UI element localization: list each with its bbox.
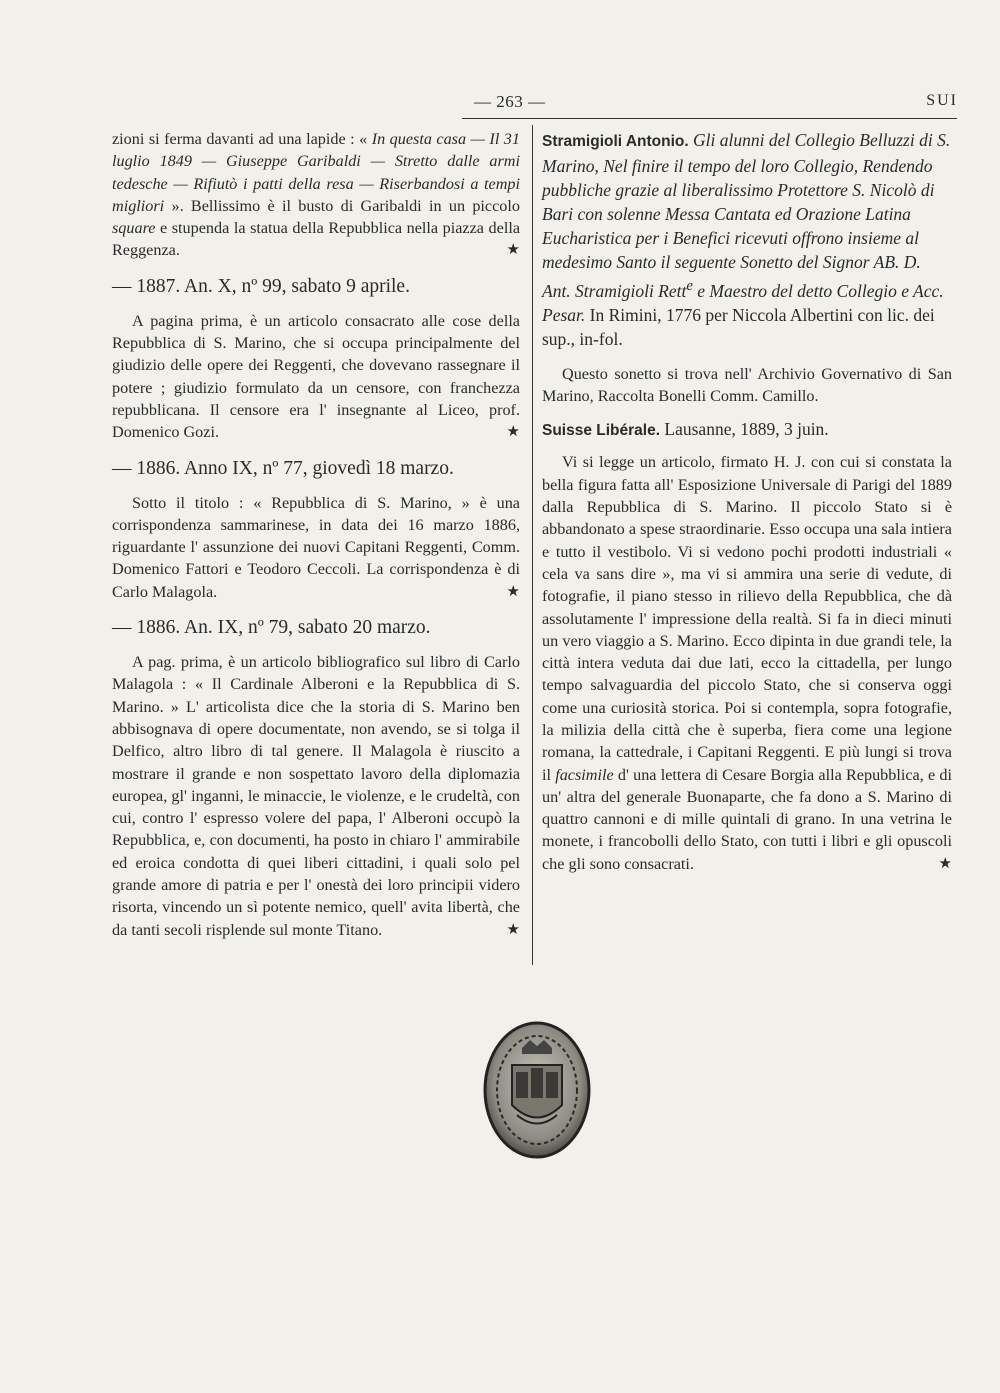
star-icon: ★ [506, 424, 520, 441]
running-head: SUI [926, 92, 958, 109]
right-paragraph-2: Vi si legge un articolo, firmato H. J. con cui si constata la bella figura fatta all' Esposizione Universale di Parigi del 1889 dalla Repubblica di S. Marino. Il piccolo Stato si è abbandonato a spese straordinarie. Esso occupa una sala intiera e tutto il vestibolo. Vi si vedono pochi prodotti industriali « cela va sans dire », ma vi si ammira una serie di vedute, di fotografie, il piano stesso in rilievo della Repubblica, che dà assolutamente l' impressione della realtà. Si fa in dieci minuti un vero viaggio a S. Marino. Ecco dipinta in due grandi tele, la città intera veduta dai due lati, ecco la cittadella, per lungo tempo salvaguardia del piccolo Stato, che si conserva oggi come una curiosità storica. Poi si contempla, sopra fotografie, la milizia della città che è superba, fiera come una legione romana, la cattedrale, i Capitani Reggenti. E più lungi si trova il facsimile d' una lettera di Cesare Borgia alla Repubblica, e di un' altra del generale Buonaparte, che fa dono a S. Marino di quattro cannoni e di mille quintali di grano. In una vetrina le monete, i francobolli dello Stato, con tutti i libri e gli opuscoli che gli sono consacrati. ★ [542, 453, 952, 873]
star-icon: ★ [506, 583, 520, 600]
oval-heraldic-seal-icon [482, 1020, 592, 1160]
header-rule [462, 118, 957, 119]
right-column [542, 128, 952, 875]
right-paragraph-1: Questo sonetto si trova nell' Archivio Governativo di San Marino, Raccolta Bonelli Comm. Camillo. [542, 364, 952, 406]
entry-heading-1886-77: — 1886. Anno IX, nº 77, giovedì 18 marzo. [112, 457, 454, 479]
star-icon: ★ [506, 921, 520, 938]
star-icon: ★ [938, 855, 952, 872]
entry-heading-1887: — 1887. An. X, nº 99, sabato 9 aprile. [112, 275, 410, 297]
column-divider [532, 125, 533, 965]
left-column [112, 128, 520, 941]
left-paragraph-1: zioni si ferma davanti ad una lapide : « In questa casa — Il 31 luglio 1849 — Giuseppe Garibaldi — Stretto dalle armi tedesche — Rifiutò i patti della resa — Riserbandosi a tempi migliori ». Bellissimo è il busto di Garibaldi in un piccolo square e stupenda la statua della Repubblica nella piazza della Reggenza. ★ [112, 130, 520, 260]
entry-suisse-liberale: Suisse Libérale. Lausanne, 1889, 3 juin. [542, 419, 829, 440]
page-number: — 263 — [474, 92, 546, 111]
entry-stramigioli: Stramigioli Antonio. Gli alunni del Collegio Belluzzi di S. Marino, Nel finire il tempo del loro Collegio, Rendendo pubbliche grazie al liberalissimo Protettore S. Nicolò di Bari con solenne Messa Cantata ed Orazione Latina Eucharistica per i Benefici ricevuti offrono insieme al medesimo Santo il seguente Sonetto del Signor AB. D. Ant. Stramigioli Rett$^e$ e Maestro del detto Collegio e Acc. Pesar. In Rimini, 1776 per Niccola Albertini con lic. dei sup., in-fol. [542, 130, 951, 349]
left-paragraph-3: Sotto il titolo : « Repubblica di S. Marino, » è una corrispondenza sammarinese, in data dei 16 marzo 1886, riguardante l' assunzione dei nuovi Capitani Reggenti, Comm. Domenico Fattori e Teodoro Ceccoli. La corrispondenza è di Carlo Malagola. ★ [112, 493, 520, 601]
left-paragraph-4: A pag. prima, è un articolo bibliografico sul libro di Carlo Malagola : « Il Cardinale Alberoni e la Repubblica di S. Marino. » L' articolista dice che la storia di S. Marino ben abbisognava di opere documentate, non avendo, se si tolga il Delfico, altro libro di tal genere. Il Malagola è riuscito a mostrare il grande e non sospettato lavoro della diplomazia europea, gl' inganni, le minaccie, le violenze, e le crudeltà, con cui, contro l' espresso volere del papa, l' Alberoni occupò la Repubblica, e, con documenti, ha posto in chiaro l' ammirabile ed eroica condotta di quei liberi cittadini, i quali solo pel grande amore di patria e per l' onestà dei loro principii videro risorta, vincendo un sì potente nemico, quell' avita libertà, che da tanti secoli risplende sul monte Titano. ★ [112, 653, 520, 939]
left-paragraph-2: A pagina prima, è un articolo consacrato alle cose della Repubblica di S. Marino, che si occupa principalmente del giudizio delle opere dei Reggenti, che dovevano rassegnare il potere ; giudizio formulato da un censore, con franchezza repubblicana. Il censore era l' insegnante al Liceo, prof. Domenico Gozi. ★ [112, 311, 520, 442]
entry-heading-1886-79: — 1886. An. IX, nº 79, sabato 20 marzo. [112, 617, 431, 639]
star-icon: ★ [506, 242, 520, 259]
